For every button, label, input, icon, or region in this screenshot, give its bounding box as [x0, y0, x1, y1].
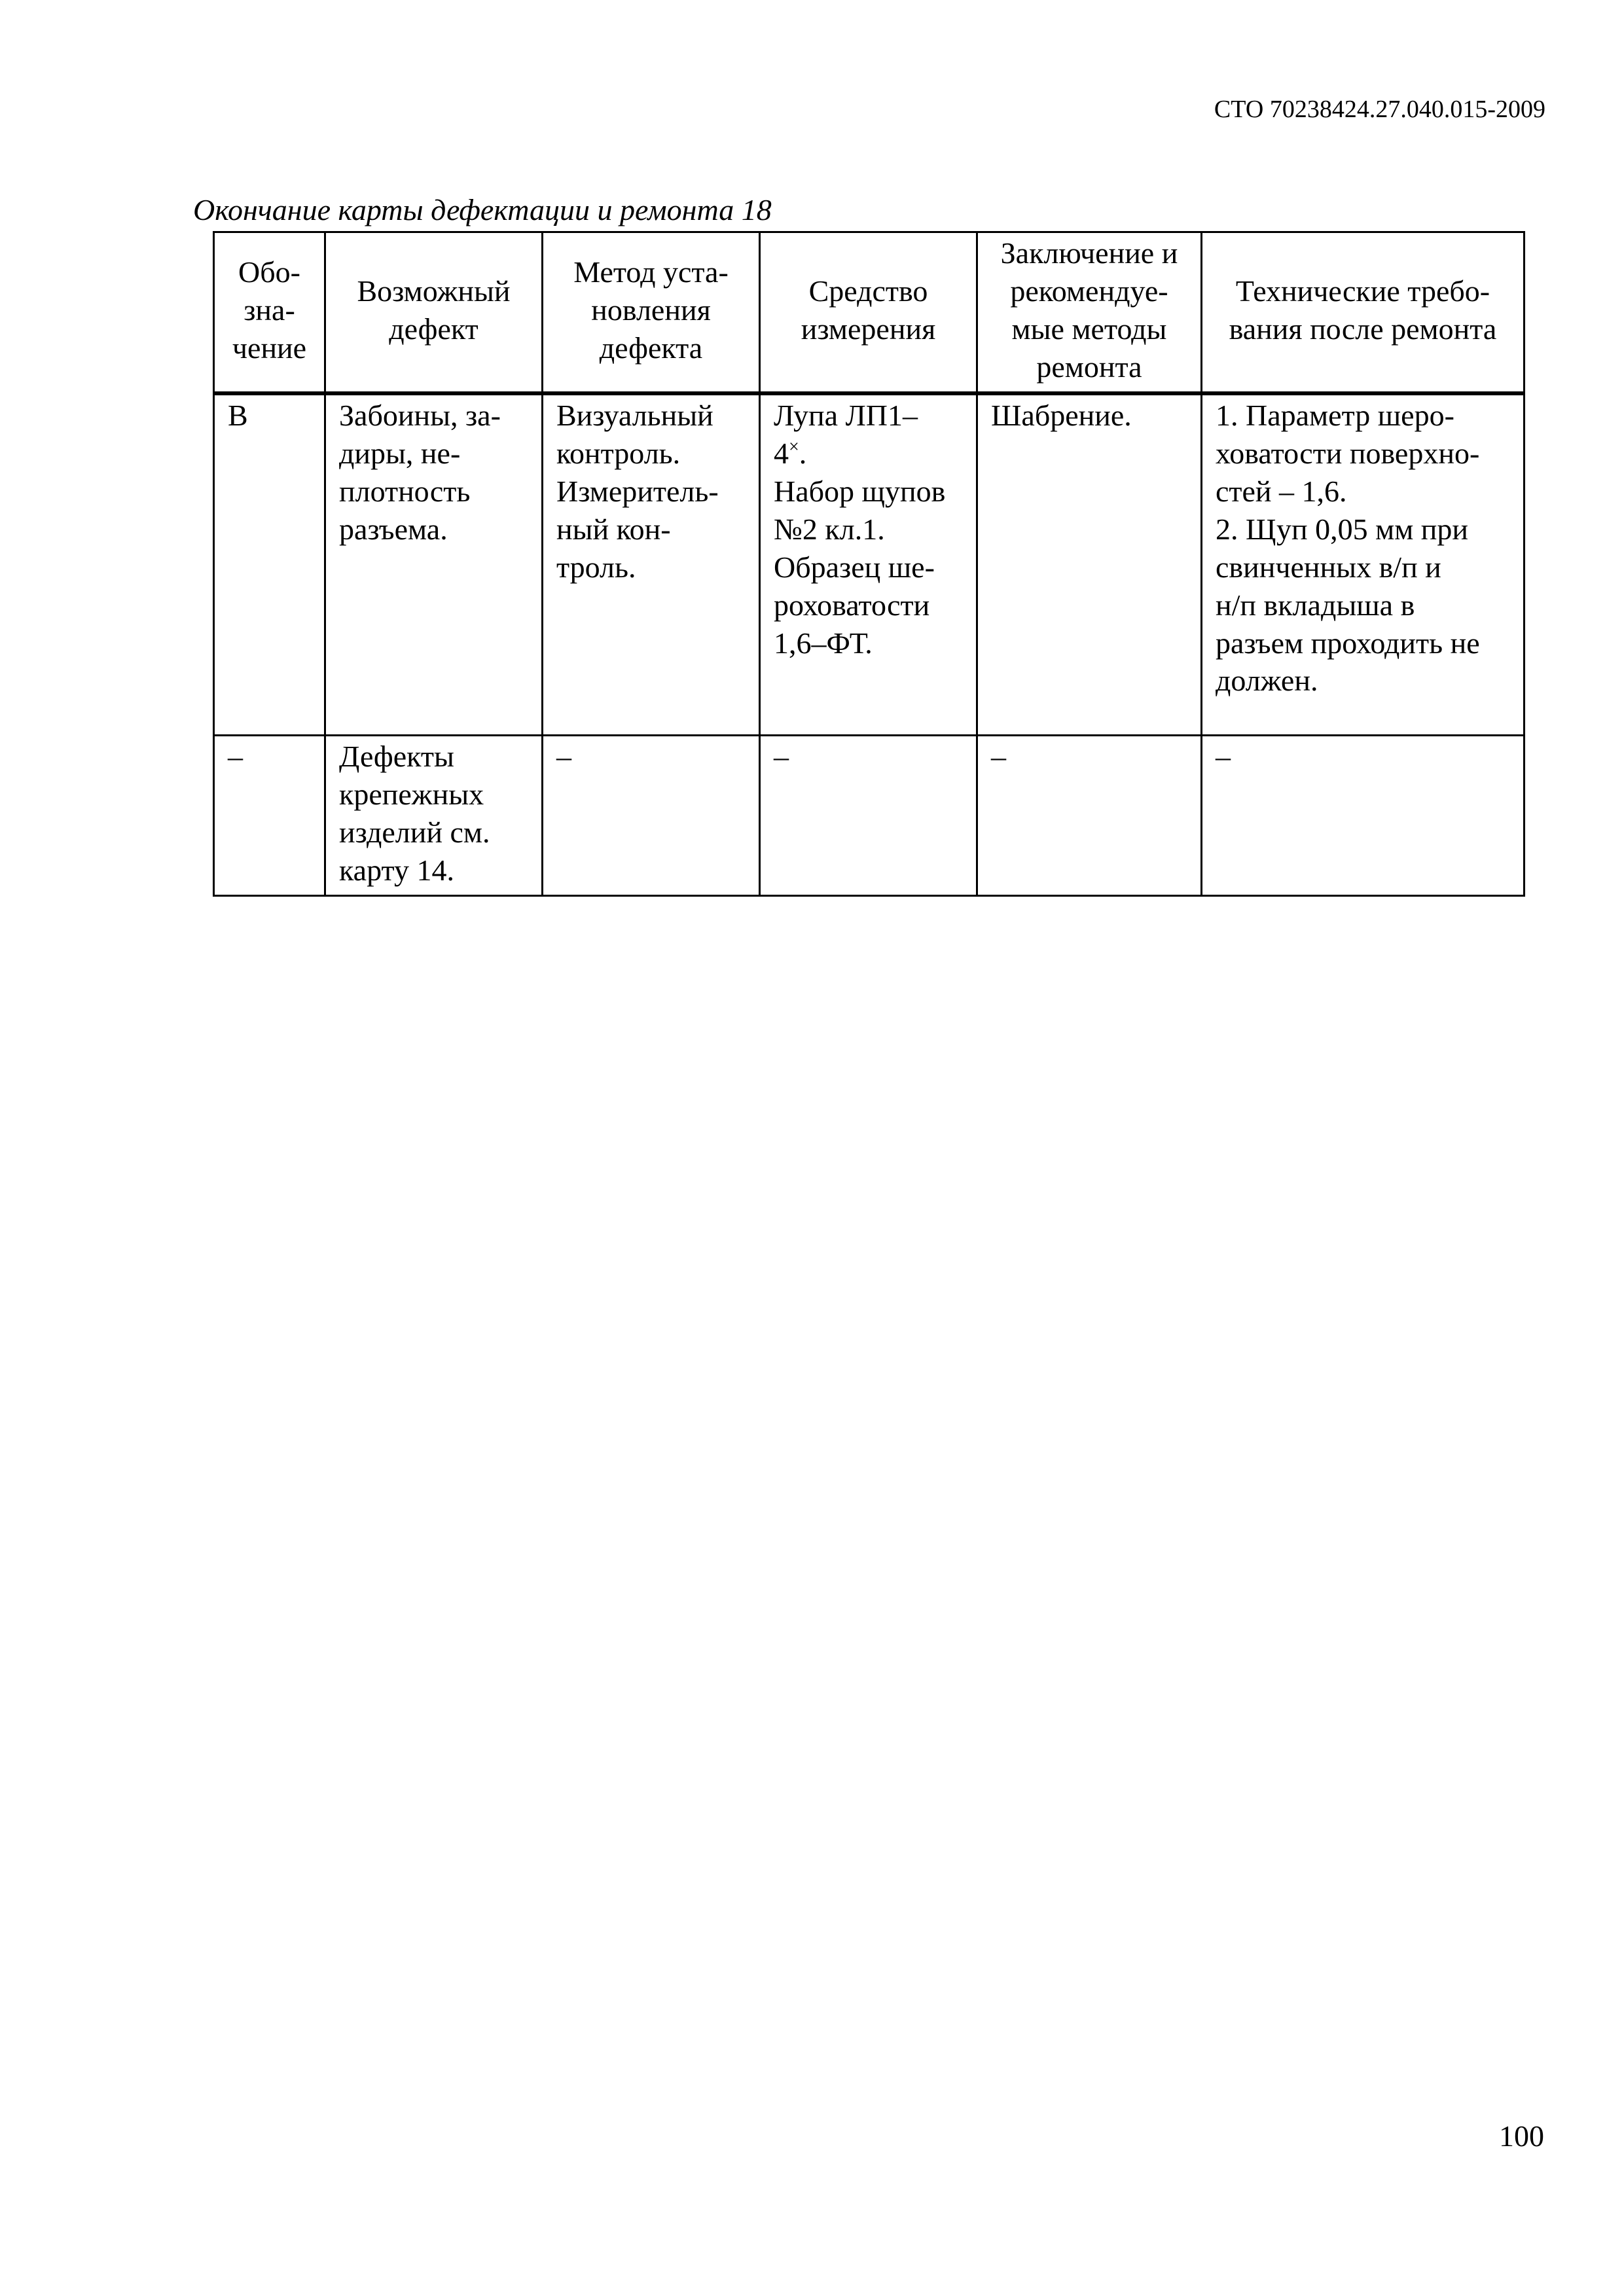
cell-method: – — [543, 735, 760, 895]
cell-designation: В — [214, 393, 325, 736]
column-header-tool: Средство измерения — [760, 232, 977, 393]
cell-defect: Дефекты крепежных изделий см. карту 14. — [325, 735, 543, 895]
table-header-row — [214, 232, 1525, 393]
cell-defect: Забоины, за- диры, не- плотность разъема. — [325, 393, 543, 736]
cell-conclusion: – — [977, 735, 1202, 895]
cell-requirements: – — [1202, 735, 1525, 895]
table-caption: Окончание карты дефектации и ремонта 18 — [193, 193, 772, 226]
table-row — [214, 393, 1525, 736]
tool-line-2: 4×. — [774, 436, 807, 470]
column-header-requirements: Технические требо- вания после ремонта — [1202, 232, 1525, 393]
cell-requirements: 1. Параметр шеро- ховатости поверхно- стей – 1,6. 2. Щуп 0,05 мм при свинченных в/п и н/п вкладыша в разъем проходить не должен. — [1202, 393, 1525, 736]
cell-designation: – — [214, 735, 325, 895]
cell-method: Визуальный контроль. Измеритель- ный кон- троль. — [543, 393, 760, 736]
column-header-conclusion: Заключение и рекомендуе- мые методы ремонта — [977, 232, 1202, 393]
tool-rest: Набор щупов №2 кл.1. Образец ше- роховатости 1,6–ФТ. — [774, 474, 946, 660]
cell-tool — [760, 393, 977, 736]
tool-line-1: Лупа ЛП1– — [774, 398, 918, 432]
table-row — [214, 735, 1525, 895]
tool-superscript: × — [789, 437, 799, 457]
document-code: СТО 70238424.27.040.015-2009 — [1214, 96, 1545, 123]
column-header-designation: Обо- зна- чение — [214, 232, 325, 393]
column-header-method: Метод уста- новления дефекта — [543, 232, 760, 393]
cell-conclusion: Шабрение. — [977, 393, 1202, 736]
cell-tool: – — [760, 735, 977, 895]
defect-repair-table — [213, 231, 1525, 897]
page-number: 100 — [1499, 2119, 1544, 2153]
column-header-defect: Возможный дефект — [325, 232, 543, 393]
